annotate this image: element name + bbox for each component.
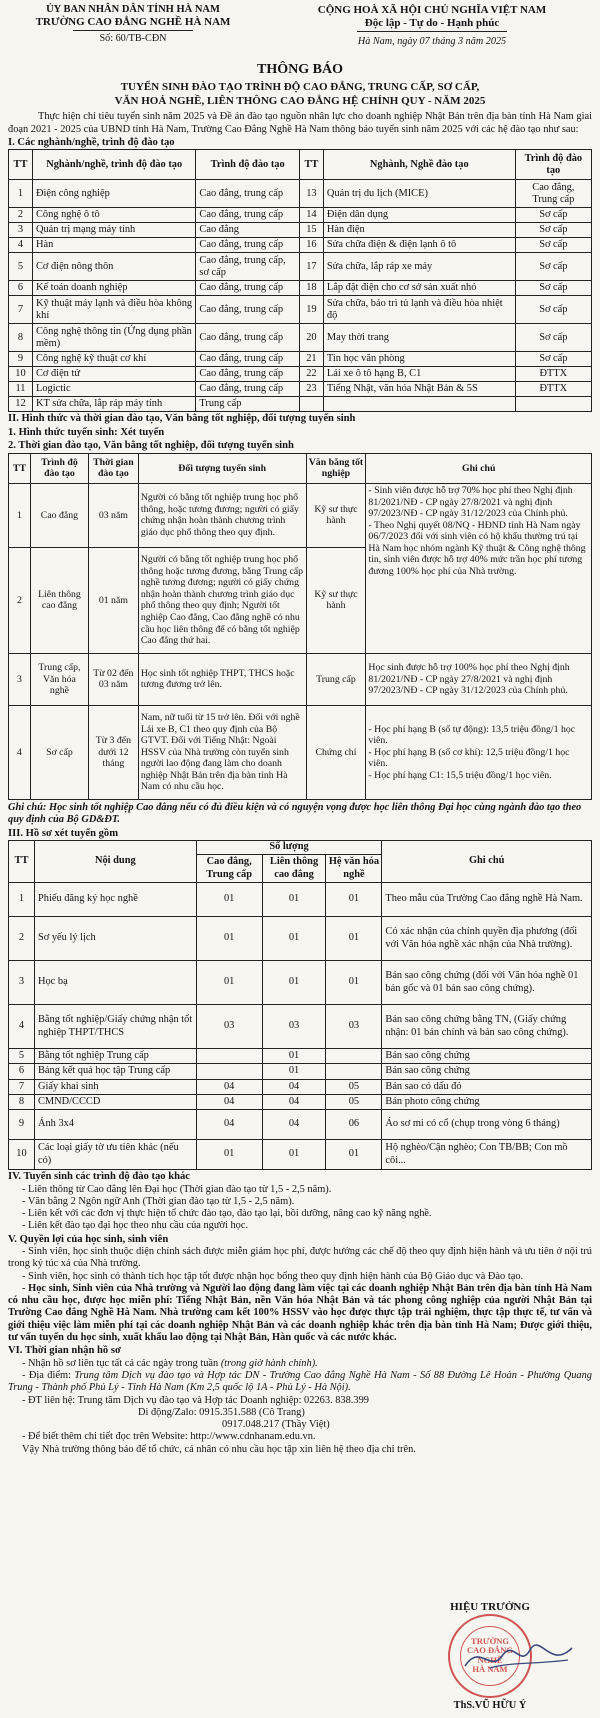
cell: 01 <box>196 961 262 1005</box>
cell: 9 <box>9 352 33 367</box>
cell: 5 <box>9 1049 35 1064</box>
closing-line: Vậy Nhà trường thông báo để tổ chức, cá nhân có nhu cầu học tập xin liên hệ theo địa chỉ trên. <box>22 1443 416 1455</box>
cell <box>326 1064 382 1079</box>
header-cell: Số lượng <box>196 841 382 855</box>
cell: Trung cấp, Văn hóa nghề <box>30 653 88 705</box>
cell: Bản sao công chứng bằng TN, (Giấy chứng nhận: 01 bản chính và bản sao công chứng). <box>382 1005 592 1049</box>
section-3-title: III. Hồ sơ xét tuyển gồm <box>8 827 119 839</box>
table-row <box>9 1110 592 1140</box>
cell: 04 <box>262 1079 326 1094</box>
cell: 4 <box>9 1005 35 1049</box>
cell: 14 <box>299 208 323 223</box>
cell: 01 <box>262 961 326 1005</box>
header-cell: Đối tượng tuyển sinh <box>138 453 306 483</box>
cell: 04 <box>262 1094 326 1109</box>
cell: Điện dân dụng <box>323 208 515 223</box>
cell: 4 <box>9 238 33 253</box>
note-line: - Theo Nghị quyết 08/NQ - HĐND tỉnh Hà Nam ngày 06/7/2023 đối với sinh viên có hộ khẩu thường trú tại Hà Nam học nhóm ngành Kỹ thuật & Công nghệ thông tin, sinh viên được hỗ trợ 40% mức trần học phí tương đương 100% học phí của Nhà trường. <box>368 519 586 577</box>
list-item <box>8 1358 592 1370</box>
issuer-authority: ỦY BAN NHÂN DÂN TỈNH HÀ NAM <box>46 4 220 15</box>
text: - Nhận hồ sơ liên tục tất cả các ngày trong tuần <box>22 1357 221 1369</box>
list-item: - Sinh viên, học sinh thuộc diện chính sách được miễn giảm học phí, được hưởng các chế độ theo quy định hiện hành và ưu tiên ở nội trú trong ký túc xá của Nhà trường. <box>8 1246 592 1270</box>
cell: Sửa chữa, lắp ráp xe máy <box>323 253 515 281</box>
table-row <box>9 324 592 352</box>
cell: Bản photo công chứng <box>382 1094 592 1109</box>
header-cell: TT <box>9 453 31 483</box>
cell <box>196 1049 262 1064</box>
table-row <box>9 1079 592 1094</box>
cell: Bảng kết quả học tập Trung cấp <box>34 1064 196 1079</box>
cell: 2 <box>9 917 35 961</box>
cell: ĐTTX <box>515 367 591 382</box>
cell: Sửa chữa, bảo trì tủ lạnh và điều hòa nhiệt độ <box>323 296 515 324</box>
website-line: - Để biết thêm chi tiết đọc trên Website: http://www.cdnhanam.edu.vn. <box>22 1431 316 1443</box>
cell: Cao đẳng, trung cấp <box>196 238 300 253</box>
cell <box>326 1049 382 1064</box>
seal-line: NGHỀ <box>477 1654 503 1665</box>
text: - Địa điểm: <box>22 1370 75 1382</box>
document-title: THÔNG BÁO <box>257 62 343 77</box>
header-cell: Văn bằng tốt nghiệp <box>306 453 366 483</box>
cell: Cao đẳng, trung cấp <box>196 382 300 397</box>
cell: Hàn điện <box>323 223 515 238</box>
dossier-table-header <box>9 841 592 855</box>
cell: Bản sao công chứng (đối với Văn hóa nghề 01 bản gốc và 01 bản sao công chứng). <box>382 961 592 1005</box>
document-subtitle-2: VĂN HOÁ NGHỀ, LIÊN THÔNG CAO ĐẲNG HỆ CHÍNH QUY - NĂM 2025 <box>114 95 486 108</box>
section-5-title: V. Quyền lợi của học sinh, sinh viên <box>8 1233 169 1245</box>
cell: 03 năm <box>88 483 138 547</box>
cell: Liên thông cao đẳng <box>30 547 88 653</box>
cell: 05 <box>326 1094 382 1109</box>
section-2-1: 1. Hình thức tuyển sinh: Xét tuyển <box>8 426 165 438</box>
table-row <box>9 483 592 547</box>
header-cell: Nghành/nghề, trình độ đào tạo <box>32 150 195 180</box>
issuer-block <box>8 4 258 56</box>
cell: Logictic <box>32 382 195 397</box>
table-row <box>9 223 592 238</box>
cell: Sơ cấp <box>515 253 591 281</box>
header-cell: Liên thông cao đẳng <box>262 855 326 883</box>
cell: Cao đẳng <box>30 483 88 547</box>
cell: 01 <box>326 917 382 961</box>
cell: Sơ cấp <box>30 705 88 799</box>
cell: 01 <box>262 883 326 917</box>
cell: Công nghệ kỹ thuật cơ khí <box>32 352 195 367</box>
cell: 06 <box>326 1110 382 1140</box>
cell: 13 <box>299 180 323 208</box>
national-motto-block <box>272 4 592 56</box>
cell: Từ 02 đến 03 năm <box>88 653 138 705</box>
cell: Cao đẳng, trung cấp <box>196 281 300 296</box>
table-row <box>9 1140 592 1170</box>
cell: Công nghệ thông tin (Ứng dụng phần mềm) <box>32 324 195 352</box>
cell: Lắp đặt điện cho cơ sở sản xuất nhỏ <box>323 281 515 296</box>
cell: Kế toán doanh nghiệp <box>32 281 195 296</box>
cell: Học sinh tốt nghiệp THPT, THCS hoặc tương đương trở lên. <box>138 653 306 705</box>
cell: 19 <box>299 296 323 324</box>
cell: 8 <box>9 1094 35 1109</box>
section-4-title: IV. Tuyển sinh các trình độ đào tạo khác <box>8 1171 191 1183</box>
training-table-header <box>9 453 592 483</box>
cell <box>299 397 323 412</box>
document-date: Hà Nam, ngày 07 tháng 3 năm 2025 <box>357 35 507 47</box>
cell: Kỹ sư thực hành <box>306 547 366 653</box>
note-line: - Sinh viên được hỗ trợ 70% học phí theo Nghị định 81/2021/NĐ - CP ngày 27/8/2021 và nghị định 97/2023/NĐ - CP ngày 31/12/2023 của Chính phủ. <box>368 484 573 520</box>
seal-line: HÀ NAM <box>472 1664 508 1675</box>
cell: Trung cấp <box>306 653 366 705</box>
list-item <box>8 1370 592 1395</box>
cell: Sơ cấp <box>515 238 591 253</box>
cell: 16 <box>299 238 323 253</box>
cell: Tin học văn phòng <box>323 352 515 367</box>
cell: 3 <box>9 223 33 238</box>
cell: Cơ điện nông thôn <box>32 253 195 281</box>
cell: Trung cấp <box>196 397 300 412</box>
majors-table-header <box>9 150 592 180</box>
cell <box>515 397 591 412</box>
address-text: Trung tâm Dịch vụ đào tạo và Hợp tác DN - Trường Cao đẳng Nghề Hà Nam - Số 88 Đường Lê Hoàn - Phường Quang Trung - Thành phố Phủ Lý - Tỉnh Hà Nam (Km 2,5 quốc lộ 1A - Phủ Lý - Hà Nội). <box>8 1370 592 1394</box>
signature-block <box>420 1601 560 1712</box>
note-line: - Học phí hạng C1: 15,5 triệu đồng/1 học viên. <box>368 769 552 781</box>
cell: Chứng chỉ <box>306 705 366 799</box>
training-table <box>8 453 592 800</box>
cell: KT sửa chữa, lắp ráp máy tính <box>32 397 195 412</box>
note-cell <box>366 705 592 799</box>
cell: Sơ cấp <box>515 281 591 296</box>
cell: 03 <box>326 1005 382 1049</box>
cell: Cơ điện tử <box>32 367 195 382</box>
national-name: CỘNG HOÀ XÃ HỘI CHỦ NGHĨA VIỆT NAM <box>317 4 547 16</box>
table-row <box>9 208 592 223</box>
seal-line: TRƯỜNG <box>471 1636 509 1647</box>
list-item: - Liên kết với các đơn vị thực hiện tổ chức đào tạo, đào tạo lại, bồi dưỡng, nâng cao kỹ năng nghề. <box>22 1208 432 1220</box>
cell: Điện công nghiệp <box>32 180 195 208</box>
cell: 1 <box>9 483 31 547</box>
graduation-note: Ghi chú: Học sinh tốt nghiệp Cao đẳng nếu có đủ điều kiện và có nguyện vọng được học liên thông Đại học cùng ngành đào tạo theo quy định của Bộ GD&ĐT. <box>8 801 582 826</box>
cell: 05 <box>326 1079 382 1094</box>
cell: 17 <box>299 253 323 281</box>
section-2-title: II. Hình thức và thời gian đào tạo, Văn bằng tốt nghiệp, đối tượng tuyển sinh <box>8 413 356 425</box>
document-number: Số: 60/TB-CĐN <box>99 33 167 45</box>
signer-name: ThS.VŨ HỮU Ý <box>453 1699 527 1711</box>
table-row <box>9 1049 592 1064</box>
cell: Hàn <box>32 238 195 253</box>
cell: Công nghệ ô tô <box>32 208 195 223</box>
note-cell <box>366 483 592 653</box>
cell: 2 <box>9 208 33 223</box>
list-item: Di động/Zalo: 0915.351.588 (Cô Trang) <box>138 1406 305 1418</box>
text: (trong giờ hành chính). <box>220 1357 318 1369</box>
cell: 01 <box>196 1140 262 1170</box>
table-row <box>9 253 592 281</box>
cell: Giấy khai sinh <box>34 1079 196 1094</box>
cell: 04 <box>196 1094 262 1109</box>
cell: 04 <box>196 1079 262 1094</box>
cell: 01 <box>262 917 326 961</box>
cell: 6 <box>9 1064 35 1079</box>
cell: 01 <box>262 1049 326 1064</box>
cell: Học bạ <box>34 961 196 1005</box>
cell: Theo mẫu của Trường Cao đẳng nghề Hà Nam. <box>382 883 592 917</box>
cell: May thời trang <box>323 324 515 352</box>
cell: Ảnh 3x4 <box>34 1110 196 1140</box>
table-row <box>9 281 592 296</box>
cell: Bản sao có dấu đỏ <box>382 1079 592 1094</box>
section-6-list <box>8 1358 592 1456</box>
official-seal-icon <box>448 1614 532 1698</box>
table-row <box>9 296 592 324</box>
cell: 2 <box>9 547 31 653</box>
cell: 01 <box>262 1064 326 1079</box>
majors-table <box>8 149 592 412</box>
section-6-title: VI. Thời gian nhận hồ sơ <box>8 1345 121 1357</box>
cell: Người có bằng tốt nghiệp trung học phổ thông, hoặc tương đương; người có giấy chứng nhận hoàn thành chương trình giáo dục phổ thông theo quy định. <box>138 483 306 547</box>
header-cell: Ghi chú <box>382 841 592 883</box>
seal-line: CAO ĐẲNG <box>466 1645 514 1656</box>
table-row <box>9 653 592 705</box>
motto-underline <box>357 31 507 32</box>
header-cell: Trình độ đào tạo <box>196 150 300 180</box>
list-item: - Học sinh, Sinh viên của Nhà trường và Người lao động đang làm việc tại các doanh nghiệp Nhật Bản trên địa bàn tỉnh Hà Nam có nhu cầu học, được học miễn phí: Tiếng Nhật Bản, nền Văn hóa Nhật Bản và tác phong công nghiệp của người Nhật Bản tại Trường Cao đẳng Nghề Hà Nam. Nhà trường cam kết 100% HSSV vào học được thực tập trải nghiệm, thực tập thực tế, tư vấn và giới thiệu việc làm miễn phí tại các doanh nghiệp Nhật Bản và các doanh nghiệp khác trên địa bàn tỉnh Hà Nam; Được giới thiệu, tư vấn tuyển du học sinh, xuất khẩu lao động tại Nhật Bản, Hàn quốc và các nước khác. <box>8 1282 592 1343</box>
cell: 01 <box>326 961 382 1005</box>
section-2-2: 2. Thời gian đào tạo, Văn bằng tốt nghiệp, đối tượng tuyển sinh <box>8 440 294 452</box>
cell: 01 năm <box>88 547 138 653</box>
header-cell: Trình độ đào tạo <box>30 453 88 483</box>
table-row <box>9 1094 592 1109</box>
cell: Bản sao công chứng <box>382 1064 592 1079</box>
table-row <box>9 352 592 367</box>
cell: Cao đẳng, trung cấp <box>196 367 300 382</box>
cell: 01 <box>262 1140 326 1170</box>
cell: 01 <box>196 917 262 961</box>
cell: Kỹ sư thực hành <box>306 483 366 547</box>
cell: 03 <box>196 1005 262 1049</box>
cell: 12 <box>9 397 33 412</box>
list-item: - Liên kết đào tạo đại học theo nhu cầu của người học. <box>22 1220 249 1232</box>
cell: Tiếng Nhật, văn hóa Nhật Bản & 5S <box>323 382 515 397</box>
issuer-underline <box>73 30 193 31</box>
table-row <box>9 883 592 917</box>
cell: Sơ cấp <box>515 296 591 324</box>
cell: Sơ cấp <box>515 324 591 352</box>
national-motto: Độc lập - Tự do - Hạnh phúc <box>364 16 500 29</box>
cell: Bản sao công chứng <box>382 1049 592 1064</box>
header-cell: Nghành, Nghề đào tạo <box>323 150 515 180</box>
header-cell: Ghi chú <box>366 453 592 483</box>
cell: Cao đẳng, trung cấp <box>196 352 300 367</box>
section-5-list <box>8 1246 592 1344</box>
document-subtitle-1: TUYỂN SINH ĐÀO TẠO TRÌNH ĐỘ CAO ĐẲNG, TRUNG CẤP, SƠ CẤP, <box>120 80 480 93</box>
dossier-table <box>8 840 592 1170</box>
cell: Sơ cấp <box>515 352 591 367</box>
document-header <box>8 4 592 56</box>
table-row <box>9 397 592 412</box>
list-item: - ĐT liên hệ: Trung tâm Dịch vụ đào tạo và Hợp tác Doanh nghiệp: 02263. 838.399 <box>22 1394 369 1406</box>
section-4-list <box>8 1184 592 1233</box>
table-row <box>9 382 592 397</box>
cell: 03 <box>262 1005 326 1049</box>
table-row <box>9 180 592 208</box>
cell: Cao đẳng, trung cấp <box>196 208 300 223</box>
cell: 15 <box>299 223 323 238</box>
cell: Nam, nữ tuổi từ 15 trở lên. Đối với nghề Lái xe B, C1 theo quy định của Bộ GTVT. Đối với Tiếng Nhật: Ngoài HSSV của Nhà trường còn tuyển sinh người lao động đang làm cho doanh nghiệp Nhật Bản trên địa bàn tỉnh Hà Nam có nhu cầu học. <box>138 705 306 799</box>
table-row <box>9 917 592 961</box>
cell: 01 <box>326 1140 382 1170</box>
cell: Hộ nghèo/Cận nghèo; Con TB/BB; Con mồ côi... <box>382 1140 592 1170</box>
header-cell: TT <box>9 841 35 883</box>
cell: 6 <box>9 281 33 296</box>
table-row <box>9 961 592 1005</box>
cell: Người có bằng tốt nghiệp trung học phổ thông hoặc tương đương, bằng Trung cấp nghề tương đương; người có giấy chứng nhận hoàn thành chương trình giáo dục phổ thông theo quy định; Người tốt nghiệp Cao đẳng, Cao đẳng nghề có nhu cầu học liên thông để có bằng tốt nghiệp Cao đẳng thứ hai. <box>138 547 306 653</box>
table-row <box>9 1064 592 1079</box>
header-cell: Trình độ đào tạo <box>515 150 591 180</box>
list-item: - Liên thông từ Cao đẳng lên Đại học (Thời gian đào tạo từ 1,5 - 2,5 năm). <box>22 1183 332 1195</box>
cell: 01 <box>326 883 382 917</box>
cell: 20 <box>299 324 323 352</box>
list-item: 0917.048.217 (Thầy Việt) <box>222 1419 330 1431</box>
cell: Sơ yếu lý lịch <box>34 917 196 961</box>
cell: 7 <box>9 296 33 324</box>
cell: Lái xe ô tô hạng B, C1 <box>323 367 515 382</box>
cell: 10 <box>9 1140 35 1170</box>
cell: 04 <box>262 1110 326 1140</box>
cell: Cao đẳng, Trung cấp <box>515 180 591 208</box>
signer-role: HIỆU TRƯỞNG <box>450 1600 530 1613</box>
header-cell: Thời gian đào tạo <box>88 453 138 483</box>
cell: 9 <box>9 1110 35 1140</box>
header-cell: TT <box>9 150 33 180</box>
intro-paragraph: Thực hiện chỉ tiêu tuyển sinh năm 2025 và Đề án đào tạo nguồn nhân lực cho doanh nghiệp Nhật Bản trên địa bàn tỉnh Hà Nam giai đoạn 2021 - 2025 của UBND tỉnh Hà Nam, Trường Cao Đẳng Nghề Hà Nam thông báo tuyển sinh năm 2025 với các hệ đào tạo như sau: <box>8 111 592 135</box>
section-1-title: I. Các nghành/nghề, trình độ đào tạo <box>8 136 175 148</box>
cell: Bằng tốt nghiệp Trung cấp <box>34 1049 196 1064</box>
cell: 23 <box>299 382 323 397</box>
cell: 8 <box>9 324 33 352</box>
cell: CMND/CCCD <box>34 1094 196 1109</box>
cell: 5 <box>9 253 33 281</box>
signature-icon <box>460 1638 580 1678</box>
cell: Các loại giấy tờ ưu tiên khác (nếu có) <box>34 1140 196 1170</box>
cell: ĐTTX <box>515 382 591 397</box>
header-cell: Hệ văn hóa nghề <box>326 855 382 883</box>
cell: 7 <box>9 1079 35 1094</box>
header-cell: TT <box>299 150 323 180</box>
cell: 01 <box>196 883 262 917</box>
cell: Áo sơ mi có cổ (chụp trong vòng 6 tháng) <box>382 1110 592 1140</box>
cell: 1 <box>9 883 35 917</box>
table-row <box>9 705 592 799</box>
note-line: - Học phí hạng B (số cơ khí): 12,5 triệu đồng/1 học viên. <box>368 746 570 770</box>
cell: 3 <box>9 653 31 705</box>
cell: Sơ cấp <box>515 208 591 223</box>
cell: 1 <box>9 180 33 208</box>
cell: Kỹ thuật máy lạnh và điều hòa không khí <box>32 296 195 324</box>
cell: Quản trị du lịch (MICE) <box>323 180 515 208</box>
cell: 10 <box>9 367 33 382</box>
cell: Cao đẳng, trung cấp <box>196 324 300 352</box>
cell: Học sinh được hỗ trợ 100% học phí theo Nghị định 81/2021/NĐ - CP ngày 27/8/2021 và nghị định 97/2023/NĐ - CP ngày 31/12/2023 của Chính phủ. <box>366 653 592 705</box>
header-cell: Cao đẳng, Trung cấp <box>196 855 262 883</box>
note-line: - Học phí hạng B (số tự động): 13,5 triệu đồng/1 học viên. <box>368 723 576 747</box>
cell: Cao đẳng, trung cấp, sơ cấp <box>196 253 300 281</box>
list-item: - Văn bằng 2 Ngôn ngữ Anh (Thời gian đào tạo từ 1,5 - 2,5 năm). <box>22 1195 295 1207</box>
cell: Sơ cấp <box>515 223 591 238</box>
cell: Phiếu đăng ký học nghề <box>34 883 196 917</box>
cell: Quản trị mạng máy tính <box>32 223 195 238</box>
cell: Có xác nhận của chính quyền địa phương (đối với Văn hóa nghề xác nhận của Nhà trường). <box>382 917 592 961</box>
cell: Cao đẳng, trung cấp <box>196 296 300 324</box>
issuer-school: TRƯỜNG CAO ĐẲNG NGHỀ HÀ NAM <box>35 16 231 29</box>
cell: Cao đẳng, trung cấp <box>196 180 300 208</box>
header-cell: Nội dung <box>34 841 196 883</box>
cell: Từ 3 đến dưới 12 tháng <box>88 705 138 799</box>
table-row <box>9 367 592 382</box>
cell: 11 <box>9 382 33 397</box>
cell: 21 <box>299 352 323 367</box>
cell: 18 <box>299 281 323 296</box>
table-row <box>9 1005 592 1049</box>
cell: 04 <box>196 1110 262 1140</box>
cell: Bằng tốt nghiệp/Giấy chứng nhận tốt nghiệp THPT/THCS <box>34 1005 196 1049</box>
table-row <box>9 238 592 253</box>
cell: Sửa chữa điện & điện lạnh ô tô <box>323 238 515 253</box>
cell: 22 <box>299 367 323 382</box>
cell: Cao đẳng <box>196 223 300 238</box>
cell: 3 <box>9 961 35 1005</box>
cell <box>323 397 515 412</box>
list-item: - Sinh viên, học sinh có thành tích học tập tốt được nhận học bổng theo quy định hiện hành của Bộ Giáo dục và Đào tạo. <box>22 1270 524 1282</box>
cell <box>196 1064 262 1079</box>
cell: 4 <box>9 705 31 799</box>
